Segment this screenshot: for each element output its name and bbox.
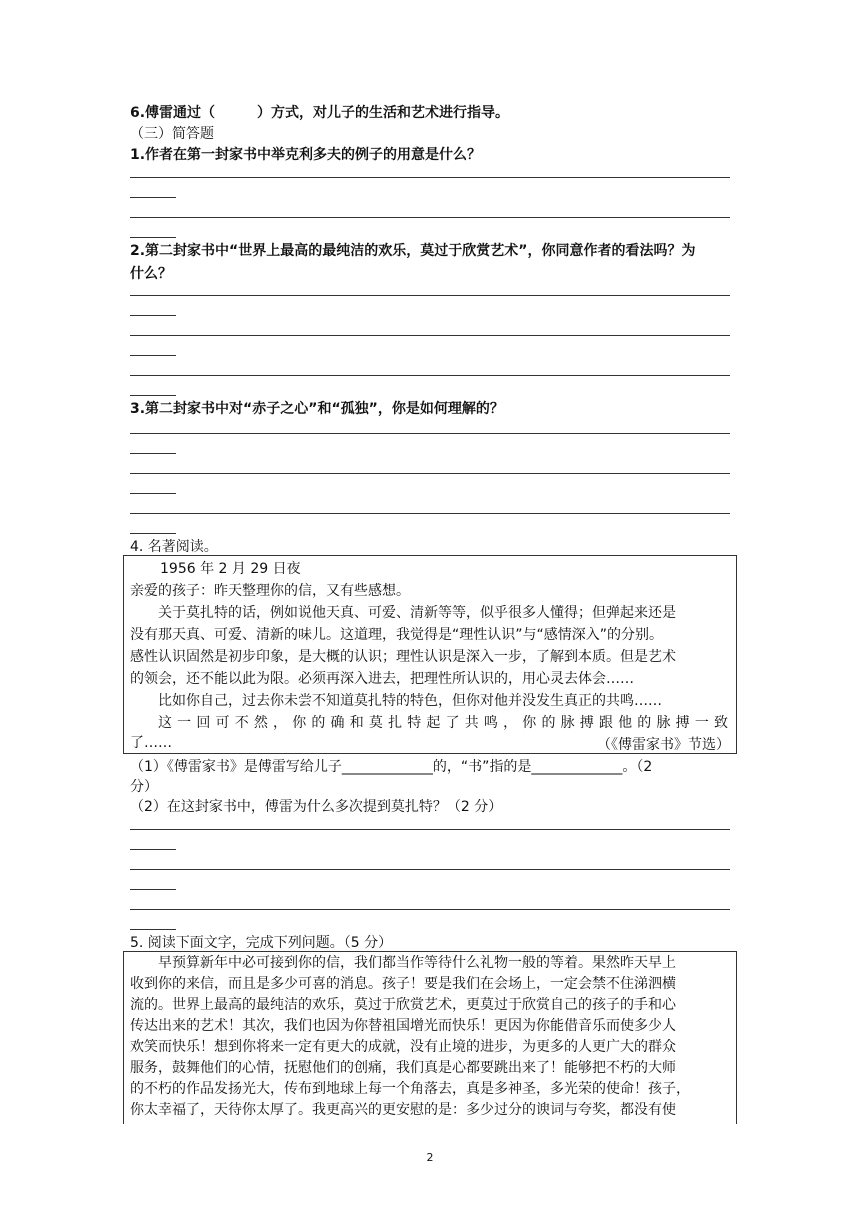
answer-line-short: [130, 849, 176, 850]
answer-line-short: [130, 315, 176, 316]
passage-source: （《傅雷家书》节选）: [597, 737, 730, 753]
passage-line: 关于莫扎特的话，例如说他天真、可爱、清新等等，似乎很多人懂得；但弹起来还是: [158, 605, 676, 621]
answer-line: [130, 869, 730, 870]
passage-line: 感性认识固然是初步印象，是大概的认识；理性认识是深入一步，了解到本质。但是艺术: [130, 649, 676, 665]
answer-line: [130, 375, 730, 376]
short-answer-question-2-line-1: 2.第二封家书中“世界上最高的最纯洁的欢乐，莫过于欣赏艺术”，你同意作者的看法吗？为: [130, 243, 696, 259]
answer-line: [130, 513, 730, 514]
answer-line: [130, 217, 730, 218]
section-heading-short-answer: （三）简答题: [130, 126, 214, 142]
passage-line: 的不朽的作品发扬光大，传布到地球上每一个角落去，真是多神圣，多光荣的使命！孩子，: [130, 1081, 690, 1097]
answer-line-short: [130, 237, 176, 238]
passage-line: 亲爱的孩子：昨天整理你的信，又有些感想。: [130, 583, 410, 599]
answer-line: [130, 473, 730, 474]
passage-line: 服务，鼓舞他们的心情，抚慰他们的创痛，我们真是心都要跳出来了！能够把不朽的大师: [130, 1060, 676, 1076]
answer-line-short: [130, 889, 176, 890]
page-number: 2: [426, 1151, 434, 1164]
short-answer-question-2-line-2: 什么？: [130, 266, 172, 282]
short-answer-question-1: 1.作者在第一封家书中举克利多夫的例子的用意是什么？: [130, 147, 482, 163]
passage-line: 1956 年 2 月 29 日夜: [160, 561, 301, 577]
answer-line: [130, 909, 730, 910]
passage-line: 流的。世界上最高的最纯洁的欢乐，莫过于欣赏艺术，更莫过于欣赏自己的孩子的手和心: [130, 997, 676, 1013]
answer-line-short: [130, 493, 176, 494]
passage-line: 收到你的来信，而且是多少可喜的消息。孩子！要是我们在会场上，一定会禁不住涕泗横: [130, 976, 676, 992]
answer-line-short: [130, 533, 176, 534]
question-4-heading: 4. 名著阅读。: [130, 539, 218, 555]
passage-line: 的领会，还不能以此为限。必须再深入进去，把理性所认识的，用心灵去体会……: [130, 671, 634, 687]
answer-line-short: [130, 453, 176, 454]
answer-line-short: [130, 395, 176, 396]
question-5-heading: 5. 阅读下面文字，完成下列问题。（5 分）: [130, 935, 393, 951]
passage-line: 了……: [130, 735, 172, 751]
passage-line: 没有那天真、可爱、清新的味儿。这道理，我觉得是“理性认识”与“感情深入”的分别。: [130, 627, 664, 643]
passage-line: 欢笑而快乐！想到你将来一定有更大的成就，没有止境的进步，为更多的人更广大的群众: [130, 1039, 676, 1055]
question-4-sub-1-line-2: 分）: [130, 779, 158, 795]
reading-passage-box-1: [123, 555, 737, 754]
passage-line: 比如你自己，过去你未尝不知道莫扎特的特色，但你对他并没发生真正的共鸣……: [158, 693, 662, 709]
passage-line: 你太幸福了，天待你太厚了。我更高兴的更安慰的是：多少过分的谀词与夸奖，都没有使: [130, 1102, 676, 1118]
passage-line: 这一回可不然，你的确和莫扎特起了共鸣，你的脉搏跟他的脉搏一致: [158, 715, 728, 731]
question-4-sub-2: （2）在这封家书中，傅雷为什么多次提到莫扎特？（2 分）: [130, 799, 503, 815]
answer-line-short: [130, 197, 176, 198]
answer-line-short: [130, 929, 176, 930]
answer-line: [130, 335, 730, 336]
answer-line: [130, 295, 730, 296]
passage-line: 传达出来的艺术！其次，我们也因为你替祖国增光而快乐！更因为你能借音乐而使多少人: [130, 1018, 676, 1034]
question-6: 6.傅雷通过（ ）方式，对儿子的生活和艺术进行指导。: [130, 105, 510, 121]
answer-line: [130, 433, 730, 434]
passage-line: 早预算新年中必可接到你的信，我们都当作等待什么礼物一般的等着。果然昨天早上: [158, 955, 676, 971]
answer-line-short: [130, 355, 176, 356]
short-answer-question-3: 3.第二封家书中对“赤子之心”和“孤独”，你是如何理解的？: [130, 401, 504, 417]
answer-line: [130, 177, 730, 178]
reading-passage-box-2: [123, 951, 737, 1124]
question-4-sub-1-line-1: （1）《傅雷家书》是傅雷写给儿子_____________的，“书”指的是_____________。（2: [130, 759, 653, 775]
answer-line: [130, 829, 730, 830]
